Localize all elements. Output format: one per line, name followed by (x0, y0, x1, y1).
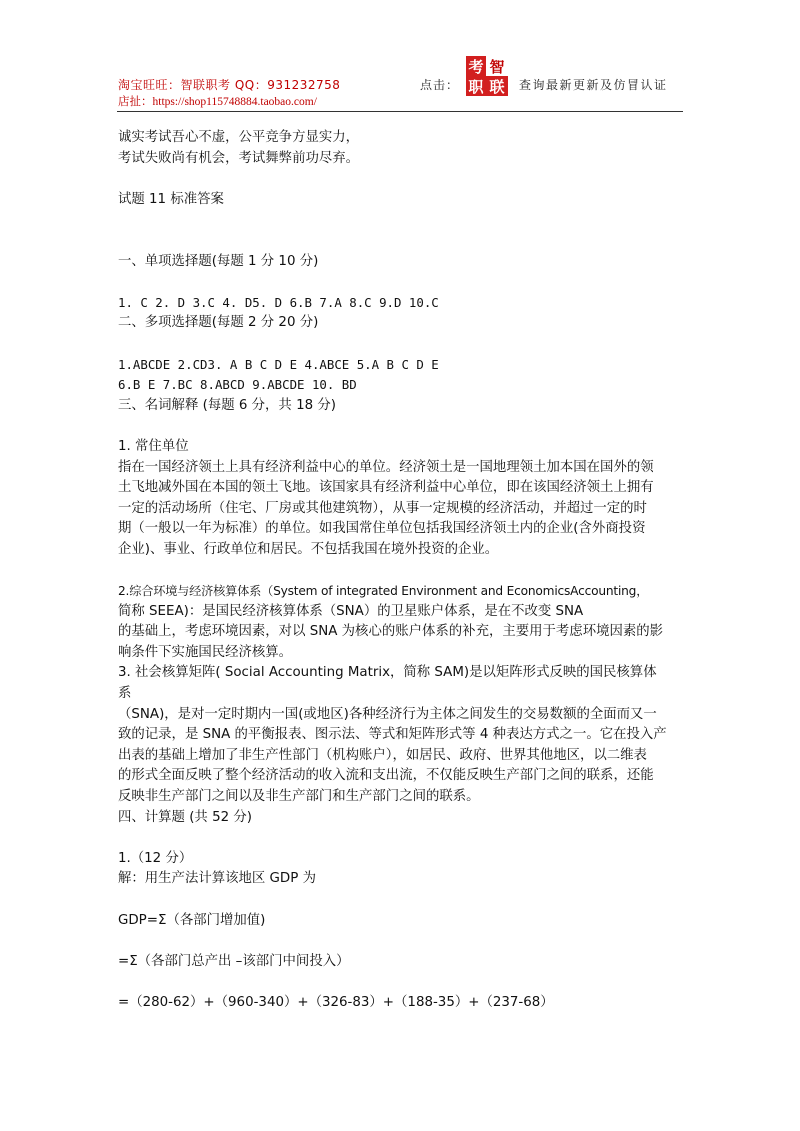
term3-line: 的形式全面反映了整个经济活动的收入流和支出流，不仅能反映生产部门之间的联系，还能 (118, 768, 654, 784)
motto-line-1: 诚实考试吾心不虚，公平竞争方显实力， (118, 130, 360, 145)
logo-char-br: 联 (489, 78, 505, 96)
term1-title: 1. 常住单位 (118, 438, 189, 454)
q1-intro: 解：用生产法计算该地区 GDP 为 (118, 871, 316, 887)
term1-line: 企业)、事业、行政单位和居民。不包括我国在境外投资的企业。 (118, 541, 499, 557)
section1-heading: 一、单项选择题(每题 1 分 10 分) (118, 253, 319, 269)
term1-line: 一定的活动场所（住宅、厂房或其他建筑物），从事一定规模的经济活动，并超过一定的时 (118, 500, 647, 516)
term3-line: 出表的基础上增加了非生产性部门（机构账户），如居民、政府、世界其他地区，以二维表 (118, 747, 647, 763)
formula-2: =Σ（各部门总产出 –该部门中间投入） (118, 953, 350, 969)
page-title: 试题 11 标准答案 (118, 191, 224, 207)
header-click-label: 点击： (420, 78, 460, 92)
logo-char-top: 考 (468, 58, 484, 76)
formula-3: =（280-62）+（960-340）+（326-83）+（188-35）+（237-68） (118, 994, 554, 1010)
term3-line: 3. 社会核算矩阵( Social Accounting Matrix，简称 SAM)是以矩阵形式反映的国民核算体 (118, 665, 657, 681)
term1-line: 期（一般以一年为标准）的单位。如我国常住单位包括我国经济领土内的企业(含外商投资 (118, 521, 646, 537)
term3-line: 反映非生产部门之间以及非生产部门和生产部门之间的联系。 (118, 789, 480, 804)
section1-answers: 1. C 2. D 3.C 4. D5. D 6.B 7.A 8.C 9.D 10.C (118, 294, 439, 310)
section4-heading: 四、计算题 (共 52 分) (118, 809, 252, 825)
motto-line-2: 考试失败尚有机会，考试舞弊前功尽弃。 (118, 150, 360, 166)
logo-char-bottom: 职 (468, 78, 484, 96)
term2-line: 响条件下实施国民经济核算。 (118, 644, 293, 660)
term2-line: 的基础上，考虑环境因素，对以 SNA 为核心的账户体系的补充，主要用于考虑环境因素的影 (118, 624, 664, 640)
document-body (118, 128, 684, 1014)
term2-line: 简称 SEEA)：是国民经济核算体系（SNA）的卫星账户体系，是在不改变 SNA (118, 603, 584, 619)
header-slogan: 查询最新更新及仿冒认证 (519, 78, 668, 92)
term2-line: 2.综合环境与经济核算体系（System of integrated Environment and EconomicsAccounting， (118, 584, 649, 599)
section2-answers-2: 6.B E 7.BC 8.ABCD 9.ABCDE 10. BD (118, 377, 357, 393)
section2-answers-1: 1.ABCDE 2.CD3. A B C D E 4.ABCE 5.A B C D E (118, 356, 439, 372)
term3-line: 致的记录，是 SNA 的平衡报表、图示法、等式和矩阵形式等 4 种表达方式之一。它在投入产 (118, 727, 667, 743)
section2-heading: 二、多项选择题(每题 2 分 20 分) (118, 315, 319, 331)
term3-line: （SNA)，是对一定时期内一国(或地区)各种经济行为主体之间发生的交易数额的全面而又一 (118, 706, 657, 722)
section3-heading: 三、名词解释 (每题 6 分，共 18 分) (118, 397, 336, 413)
logo-char-right: 智 (489, 58, 505, 76)
header-divider (117, 111, 683, 112)
term1-line: 土飞地减外国在本国的领土飞地。该国家具有经济利益中心单位，即在该国经济领土上拥有 (118, 480, 654, 496)
term3-line: 系 (118, 686, 132, 702)
formula-1: GDP=Σ（各部门增加值) (118, 912, 266, 928)
zhilian-logo[interactable] (466, 56, 508, 96)
q1-title: 1.（12 分） (118, 850, 193, 866)
header-contact: 淘宝旺旺：智联职考 QQ：931232758 (118, 78, 341, 92)
header-shop-link[interactable]: 店扯：https://shop115748884.taobao.com/ (118, 96, 317, 108)
term1-line: 指在一国经济领土上具有经济利益中心的单位。经济领土是一国地理领土加本国在国外的领 (118, 459, 654, 475)
